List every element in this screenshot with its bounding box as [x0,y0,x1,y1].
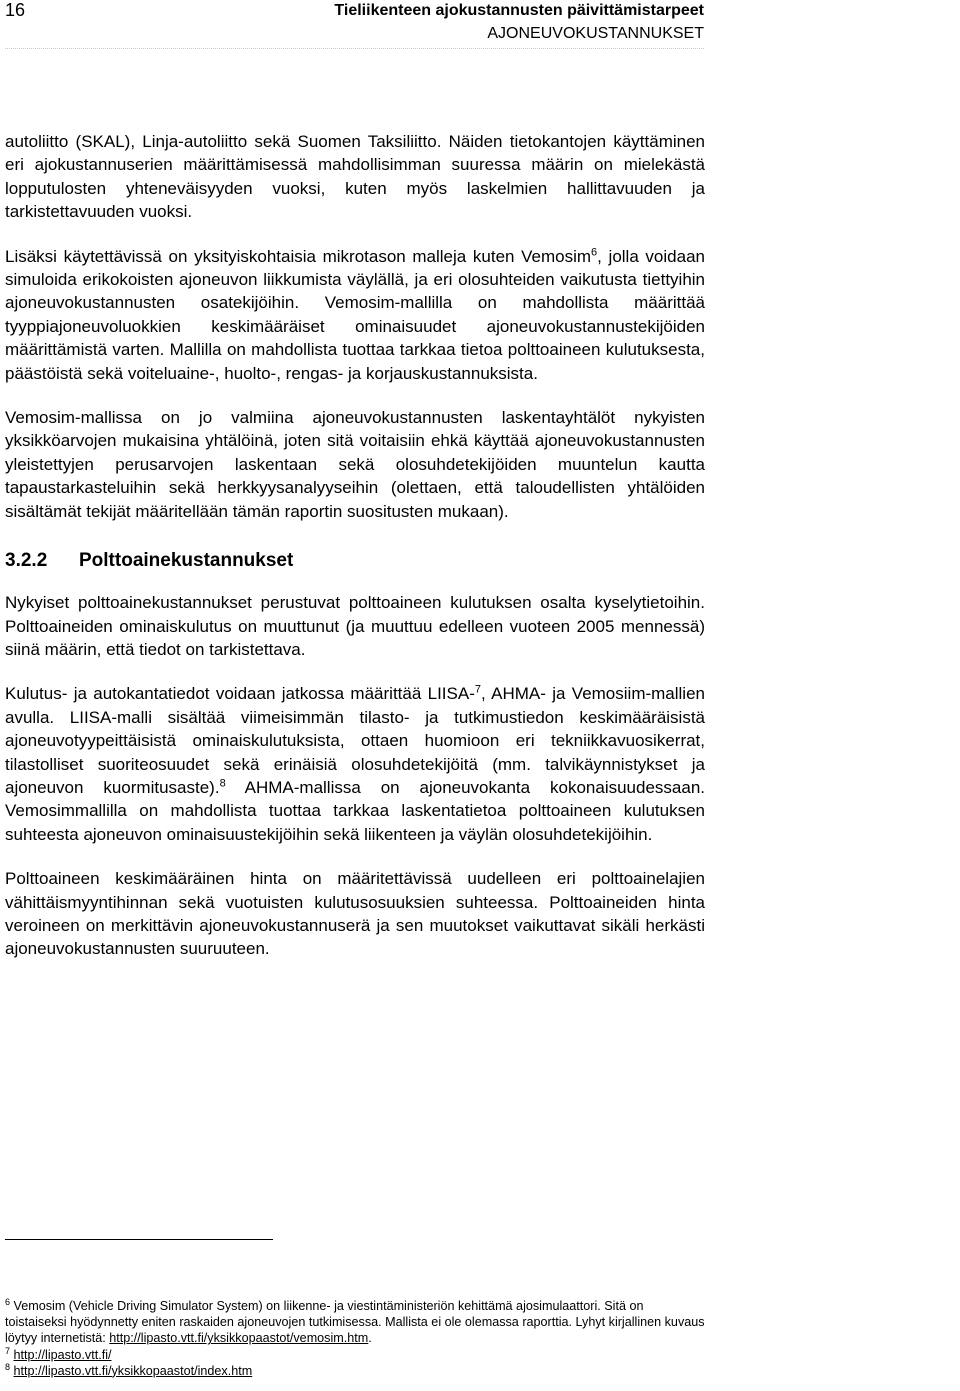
paragraph-1: autoliitto (SKAL), Linja-autoliitto sekä Suomen Taksiliitto. Näiden tietokantojen käyttäminen eri ajokustannuserien määrittämisessä mahdollisimman suuressa määrin on mielekästä lopputulosten yhteneväisyyden vuoksi, kuten myös laskelmien hallittavuuden ja tarkistettavuuden vuoksi. [5,132,705,222]
footnotes [5,1298,705,1379]
page-number: 16 [5,0,26,20]
paragraph-5-text-c: AHMA-mallissa on ajoneuvokanta kokonaisuudessaan. Vemosimmallilla on mahdollista tuottaa tarkkaa laskentatietoa polttoaineen kulutuksen suhteesta ajoneuvon ominaisuustekijöihin sekä liikenteen ja väylän olosuhdetekijöihin. [5,777,705,844]
main-content [5,130,705,982]
footnote-6-mark: 6 [5,1296,11,1307]
footnote-7-link[interactable]: http://lipasto.vtt.fi/ [13,1347,112,1362]
footnote-ref-8: 8 [219,777,226,790]
paragraph-2 [5,245,705,385]
header-subtitle: AJONEUVOKUSTANNUKSET [487,25,704,42]
footnote-7-mark: 7 [5,1345,11,1356]
footnote-6-text: Vemosim (Vehicle Driving Simulator System) on liikenne- ja viestintäministeriön kehittämä ajosimulaattori. Sitä on toistaiseksi hyödynnetty eniten raskaiden ajoneuvojen tutkimisessa. Mallista ei ole olemassa raporttia. Lyhyt kirjallinen kuvaus löytyy internetistä: [5,1299,705,1346]
footnote-ref-6: 6 [591,245,598,258]
footnote-6-link[interactable]: http://lipasto.vtt.fi/yksikkopaastot/vemosim.htm [109,1331,369,1346]
paragraph-6: Polttoaineen keskimääräinen hinta on määritettävissä uudelleen eri polttoainelajien vähittäismyyntihinnan sekä vuotuisten kulutusosuuksien suhteessa. Polttoaineiden hinta veroineen on merkittävin ajoneuvokustannuserä ja sen muutokset vaikuttavat sikäli herkästi ajoneuvokustannusten suuruuteen. [5,869,705,959]
section-title: Polttoainekustannukset [79,550,294,572]
paragraph-2-text-b: , jolla voidaan simuloida erikokoisten ajoneuvon liikkumista väylällä, ja eri olosuhteiden vaikutusta tiettyihin ajoneuvokustannusten osatekijöihin. Vemosim-mallilla on mahdollista määrittää tyyppiajoneuvoluokkien keskimääräiset ominaisuudet ajoneuvokustannustekijöiden määrittämistä varten. Mallilla on mahdollista tuottaa tarkkaa tietoa polttoaineen kulutuksesta, päästöistä sekä voiteluaine-, huolto-, rengas- ja korjauskustannuksista. [5,246,705,383]
paragraph-2-text-a: Lisäksi käytettävissä on yksityiskohtaisia mikrotason malleja kuten Vemosim [5,246,592,266]
footnote-ref-7: 7 [474,683,481,696]
footnote-rule [5,1239,273,1240]
footnote-8 [5,1363,705,1379]
paragraph-4: Nykyiset polttoainekustannukset perustuvat polttoaineen kulutuksen osalta kyselytietoihin. Polttoaineiden ominaiskulutus on muuttunut (ja muuttuu edelleen vuoteen 2005 mennessä) siinä määrin, että tiedot on tarkistettava. [5,593,705,659]
header-rule [5,48,704,49]
paragraph-5-text-b: , AHMA- ja Vemosiim-mallien avulla. LIISA-malli sisältää viimeisimmän tilasto- ja tutkimustiedon keskimääräisistä ajoneuvotyypeittäisistä ominaiskulutuksista, ottaen huomioon eri tekniikkavuosikerrat, tilastolliset suoriteosuudet sekä erinäisiä olosuhdetekijöitä (mm. talvikäynnistykset ja ajoneuvon kuormitusaste). [5,684,705,797]
footnote-7 [5,1347,705,1363]
section-heading [5,549,705,573]
header-title: Tieliikenteen ajokustannusten päivittämistarpeet [334,2,704,19]
footnote-6-end: . [368,1331,372,1346]
paragraph-5-text-a: Kulutus- ja autokantatiedot voidaan jatkossa määrittää LIISA- [5,684,475,704]
footnote-8-mark: 8 [5,1361,11,1372]
section-number: 3.2.2 [5,550,48,572]
footnote-6 [5,1298,705,1347]
paragraph-5 [5,682,705,846]
running-header [334,0,704,44]
footnote-8-link[interactable]: http://lipasto.vtt.fi/yksikkopaastot/index.htm [13,1363,253,1378]
paragraph-3: Vemosim-mallissa on jo valmiina ajoneuvokustannusten laskentayhtälöt nykyisten yksikköarvojen mukaisina yhtälöinä, joten sitä voitaisiin ehkä käyttää ajoneuvokustannusten yleistettyjen perusarvojen laskentaan sekä olosuhdetekijöiden muuntelun kautta tapaustarkasteluihin sekä herkkyysanalyyseihin (olettaen, että taloudellisten yhtälöiden sisältämät tekijät määritellään tämän raportin suositusten mukaan). [5,408,705,521]
